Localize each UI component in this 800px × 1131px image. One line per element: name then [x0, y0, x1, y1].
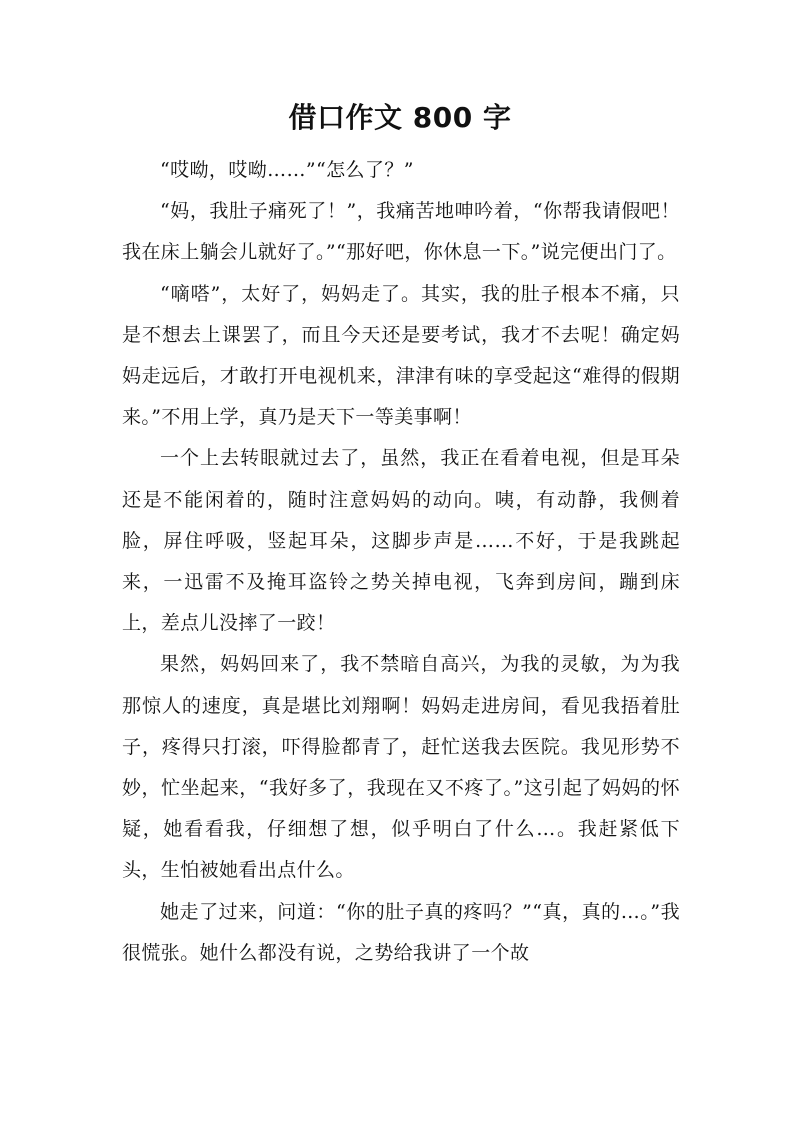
paragraph-5: 果然，妈妈回来了，我不禁暗自高兴，为我的灵敏，为为我那惊人的速度，真是堪比刘翔啊！妈妈走进房间，看见我捂着肚子，疼得只打滚，吓得脸都青了，赶忙送我去医院。我见形势不妙，忙坐起来，“我好多了，我现在又不疼了。”这引起了妈妈的怀疑，她看看我，仔细想了想，似乎明白了什么…。我赶紧低下头，生怕被她看出点什么。 — [122, 653, 680, 882]
paragraph-1: “哎呦，哎呦……”“怎么了？” — [160, 159, 414, 181]
paragraph-6: 她走了过来，问道：“你的肚子真的疼吗？”“真，真的…。”我很慌张。她什么都没有说，之势给我讲了一个故 — [122, 900, 680, 964]
document-body — [122, 150, 680, 974]
paragraph-4: 一个上去转眼就过去了，虽然，我正在看着电视，但是耳朵还是不能闲着的，随时注意妈妈的动向。咦，有动静，我侧着脸，屏住呼吸，竖起耳朵，这脚步声是……不好，于是我跳起来，一迅雷不及掩耳盗铃之势关掉电视，飞奔到房间，蹦到床上，差点儿没摔了一跤！ — [122, 447, 680, 635]
paragraph-2: “妈，我肚子痛死了！”，我痛苦地呻吟着，“你帮我请假吧！我在床上躺会儿就好了。”“那好吧，你休息一下。”说完便出门了。 — [122, 200, 680, 264]
document-title: 借口作文 800 字 — [288, 101, 512, 134]
paragraph-3: “嘀嗒”，太好了，妈妈走了。其实，我的肚子根本不痛，只是不想去上课罢了，而且今天还是要考试，我才不去呢！确定妈妈走远后，才敢打开电视机来，津津有味的享受起这“难得的假期来。”不用上学，真乃是天下一等美事啊！ — [122, 282, 680, 429]
